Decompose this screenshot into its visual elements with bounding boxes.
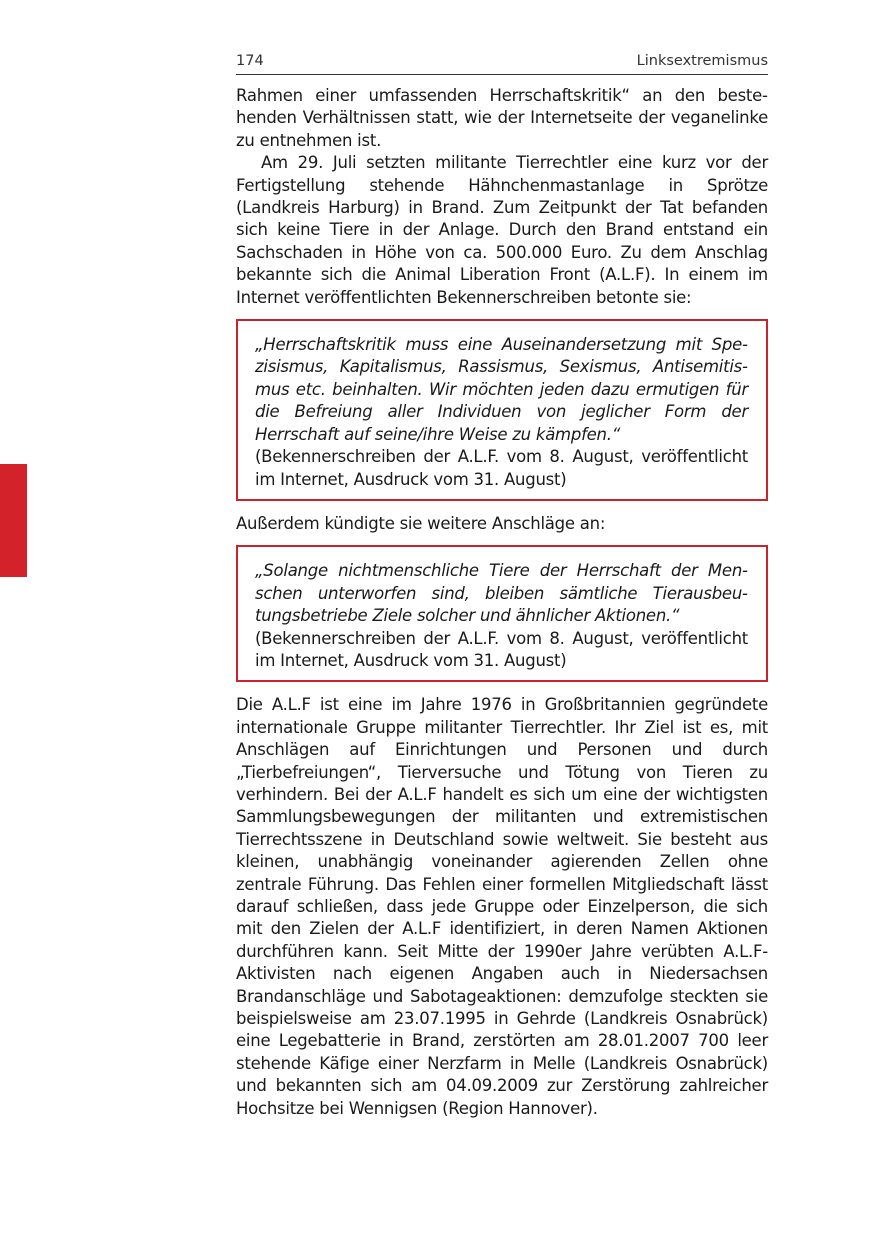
quote-text-2: „Solange nichtmenschliche Tiere der Herrschaft der Menschen unterworfen sind, bleiben sämtliche Tierausbeutungsbetriebe Ziele solcher und ähnlicher Aktionen.“ [255, 561, 748, 626]
page-number: 174 [236, 53, 264, 69]
paragraph-alf-description: Die A.L.F ist eine im Jahre 1976 in Großbritannien gegründete internationale Gruppe militanter Tierrechtler. Ihr Ziel ist es, mit Anschlägen auf Einrichtungen und Personen und durch „Tierbefreiungen“, Tierversuche und Tötung von Tieren zu verhindern. Bei der A.L.F handelt es sich um eine der wichtigsten Sammlungsbewegungen der militanten und extremistischen Tierrechtsszene in Deutschland sowie weltweit. Sie besteht aus kleinen, unabhängig voneinander agierenden Zellen ohne zentrale Führung. Das Fehlen einer formellen Mitgliedschaft lässt darauf schließen, dass jede Gruppe oder Einzelperson, die sich mit den Zielen der A.L.F identifiziert, in deren Namen Aktionen durchführen kann. Seit Mitte der 1990er Jahre verübten A.L.F-Aktivisten nach eigenen Angaben auch in Niedersachsen Brandanschläge und Sabotageaktionen: demzufolge steckten sie beispielsweise am 23.07.1995 in Gehrde (Landkreis Osnabrück) eine Legebatterie in Brand, zerstörten am 28.01.2007 700 leer stehende Käfige einer Nerzfarm in Melle (Landkreis Osnabrück) und bekannten sich am 04.09.2009 zur Zerstörung zahlreicher Hochsitze bei Wennigsen (Region Hannover). [236, 695, 768, 1118]
quote-text-1: „Herrschaftskritik muss eine Auseinandersetzung mit Spezisismus, Kapitalismus, Rassismus, Sexismus, Antisemitismus etc. beinhalten. Wir möchten jeden dazu ermutigen für die Befreiung aller Individuen von jeglicher Form der Herrschaft auf seine/ihre Weise zu kämpfen.“ [255, 335, 748, 444]
page [236, 48, 768, 1120]
paragraph-continuation: Rahmen einer umfassenden Herrschaftskritik“ an den bestehenden Verhältnissen statt, wie der Internetseite der veganelinke zu entnehmen ist. [236, 86, 768, 150]
body-text [236, 85, 768, 1120]
quote-source-2: (Bekennerschreiben der A.L.F. vom 8. August, veröffentlicht im Internet, Ausdruck vom 31. August) [255, 628, 748, 670]
quote-source-1: (Bekennerschreiben der A.L.F. vom 8. August, veröffentlicht im Internet, Ausdruck vom 31. August) [255, 447, 748, 489]
section-title: Linksextremismus [636, 53, 768, 69]
chapter-marker-tab [0, 464, 27, 577]
quote-box-1 [236, 319, 768, 501]
paragraph-arson-report: Am 29. Juli setzten militante Tierrechtler eine kurz vor der Fertigstellung stehende Hähnchenmastanlage in Sprötze (Landkreis Harburg) in Brand. Zum Zeitpunkt der Tat befanden sich keine Tiere in der Anlage. Durch den Brand entstand ein Sachschaden in Höhe von ca. 500.000 Euro. Zu dem Anschlag bekannte sich die Animal Liberation Front (A.L.F). In einem im Internet veröffentlichten Bekennerschreiben betonte sie: [236, 153, 768, 307]
paragraph-announcement: Außerdem kündigte sie weitere Anschläge an: [236, 513, 606, 533]
quote-box-2 [236, 545, 768, 682]
running-header [236, 48, 768, 75]
